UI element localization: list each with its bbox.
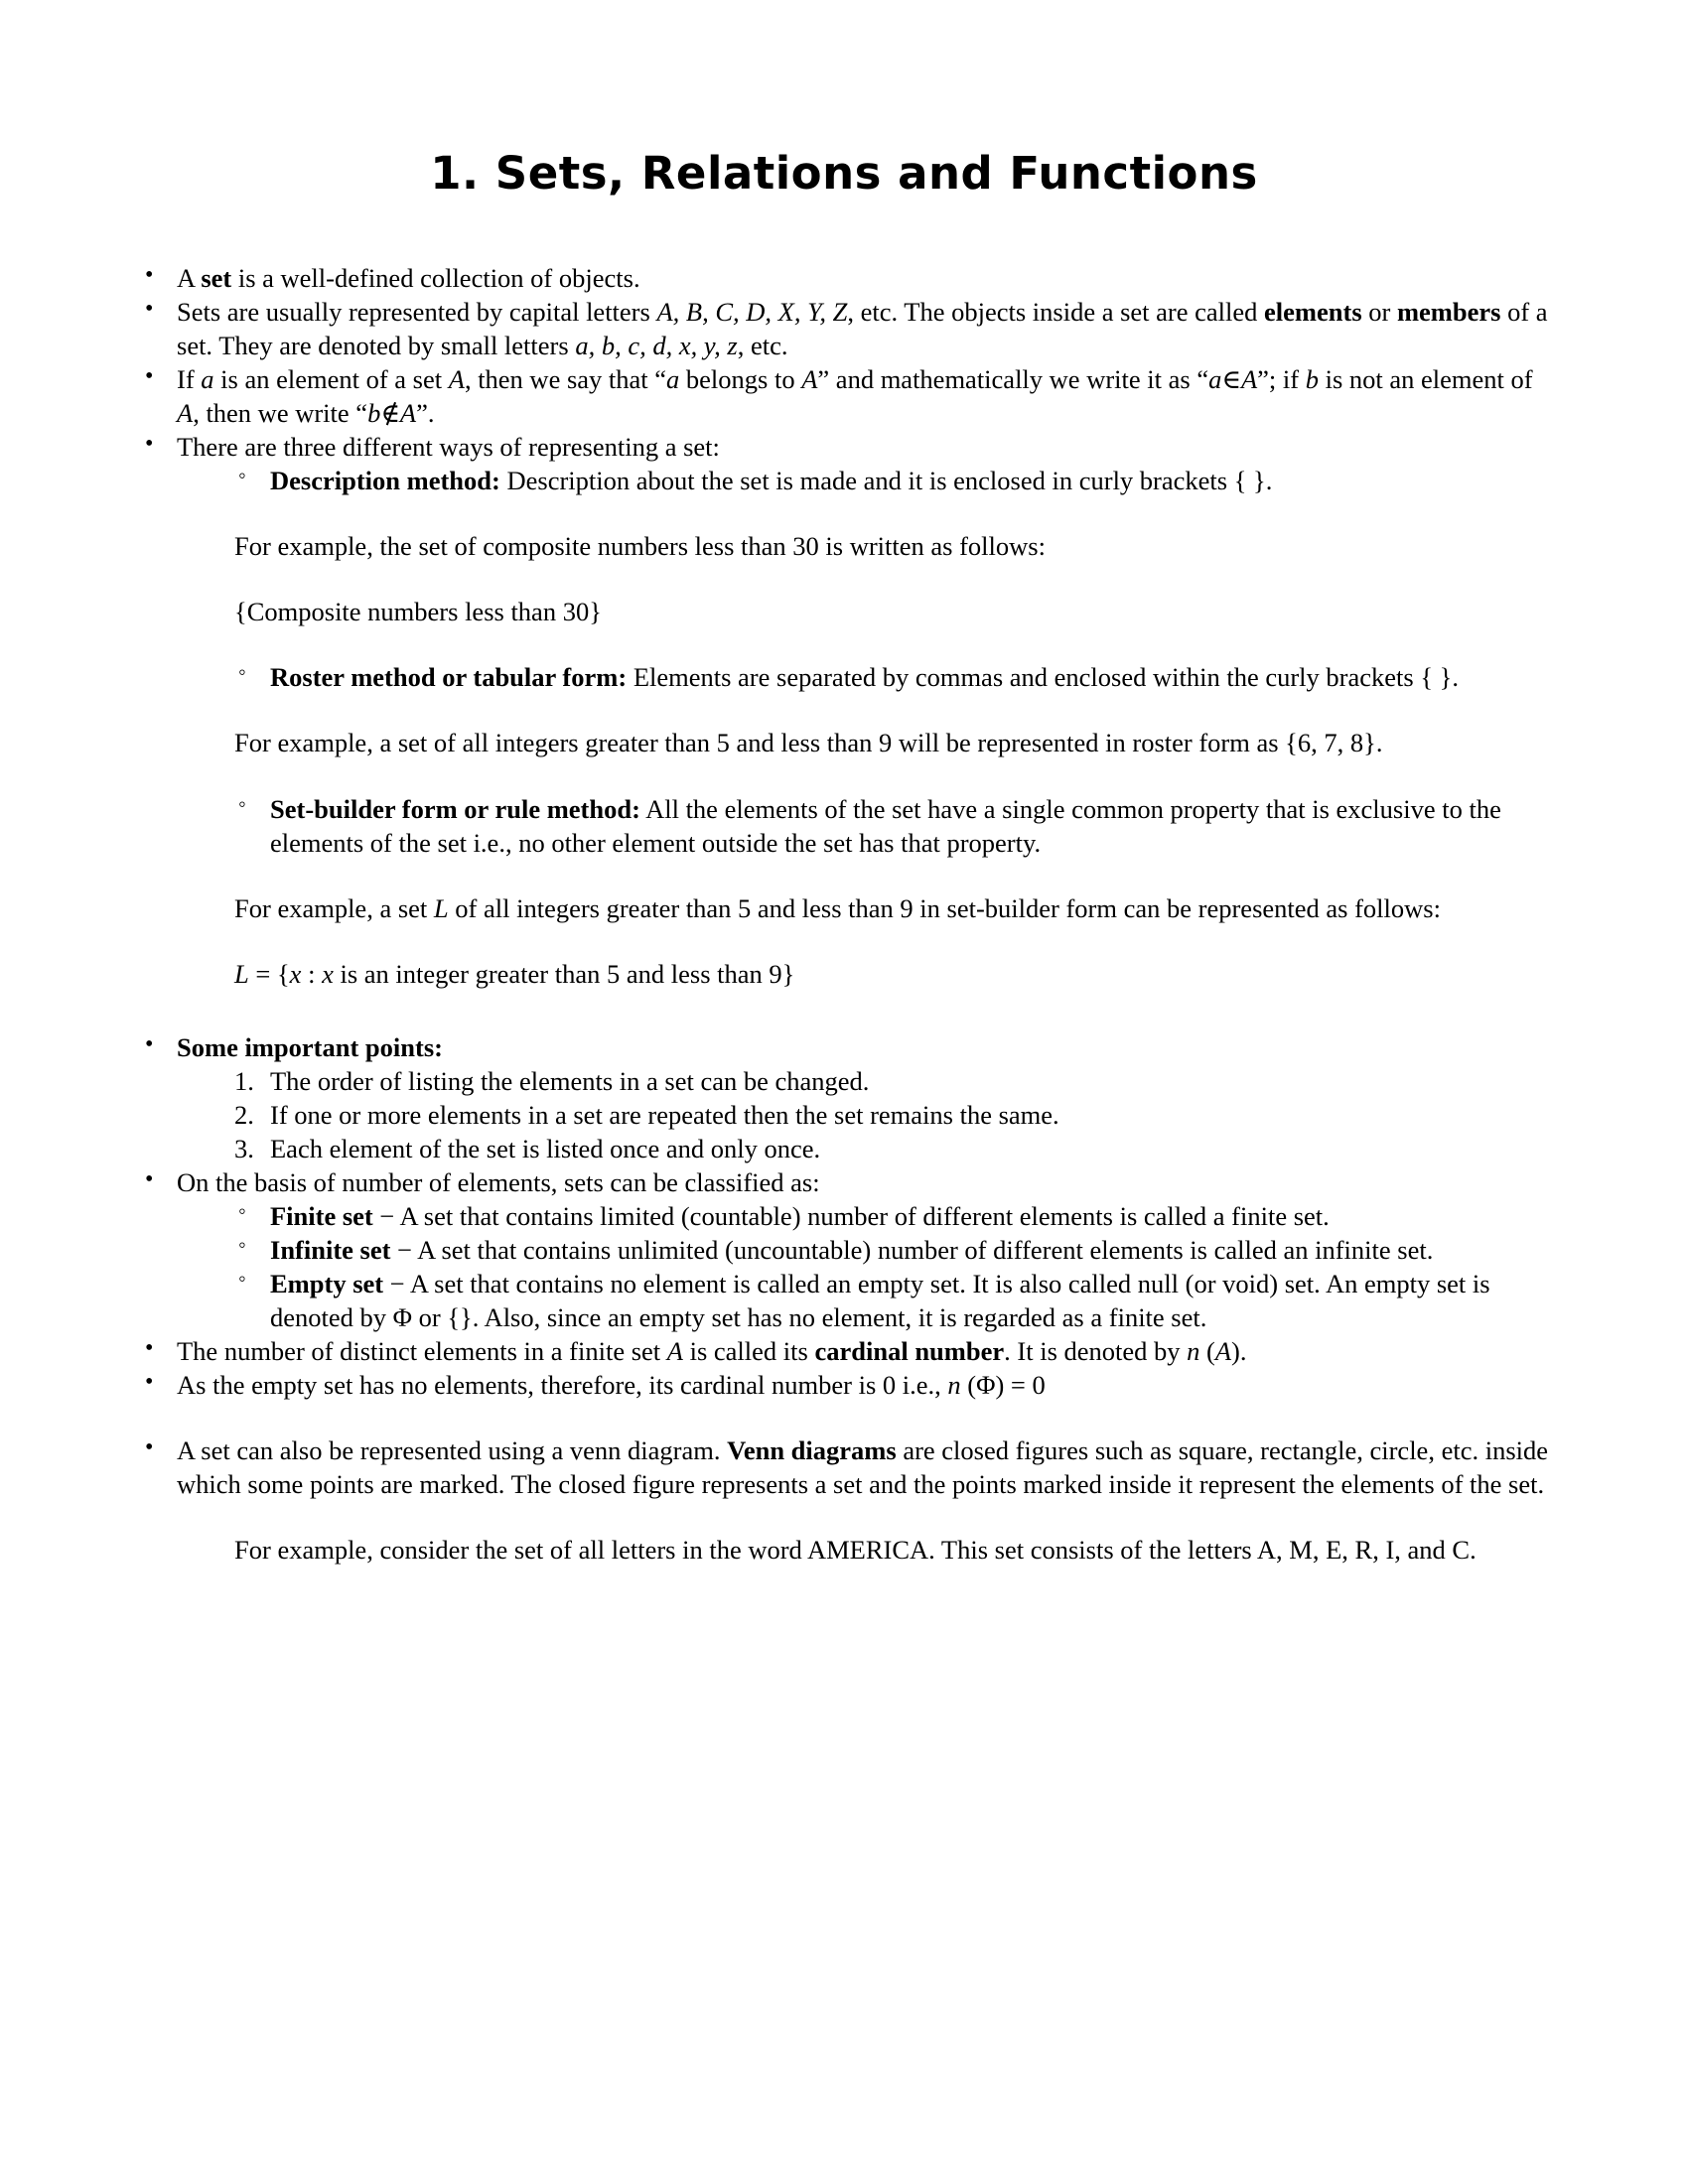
text-part4: belongs to <box>679 364 802 395</box>
math-var-A2: A <box>801 364 818 395</box>
text-part7: is not an element of <box>1318 364 1533 395</box>
text-part3: or <box>1361 297 1397 328</box>
formula-rest: is an integer greater than 5 and less than 9} <box>333 958 795 989</box>
math-notation-not-belongs: b∉A <box>367 398 417 429</box>
venn-part1: A set can also be represented using a venn diagram. <box>177 1435 728 1466</box>
text-part1: If <box>177 364 202 395</box>
list-item: Each element of the set is listed once and only once. <box>270 1133 821 1163</box>
empty-cardinal-part1: As the empty set has no elements, therefore, its cardinal number is 0 i.e., <box>177 1370 948 1401</box>
empty-cardinal-part2: (Φ) = 0 <box>960 1370 1046 1401</box>
finite-set-text: − A set that contains limited (countable) number of different elements is called a finite set. <box>372 1200 1330 1231</box>
venn-part2: are closed figures such as square, rectangle, circle, etc. inside which some points are marked. The closed figure represents a set and the points marked inside it represent the elements of the set. <box>177 1435 1549 1500</box>
math-var-n-empty: n <box>947 1370 961 1401</box>
roster-method-list <box>177 660 1554 694</box>
empty-set-text: − A set that contains no element is called an empty set. It is also called null (or void) set. An empty set is denoted by Φ or {}. Also, since an empty set has no element, it is regarded as a finite set. <box>270 1269 1490 1333</box>
roster-method-text: Elements are separated by commas and enclosed within the curly brackets { }. <box>627 662 1460 693</box>
cardinal-part4: ( <box>1199 1336 1215 1367</box>
sub-bullet-setbuilder-method <box>234 792 1554 860</box>
term-venn-diagrams: Venn diagrams <box>727 1435 897 1466</box>
sub-bullet-roster-method <box>234 660 1554 694</box>
math-var-A-arg: A <box>1214 1336 1232 1367</box>
text-part9: ”. <box>416 398 435 429</box>
description-method-text: Description about the set is made and it is enclosed in curly brackets { }. <box>499 466 1273 496</box>
set-types-list <box>177 1199 1554 1334</box>
text-pre: A <box>177 263 202 293</box>
cardinal-part2: is called its <box>682 1336 815 1367</box>
example-america: For example, consider the set of all letters in the word AMERICA. This set consists of the letters A, M, E, R, I, and C. <box>234 1535 1477 1566</box>
text-part3: , then we say that “ <box>464 364 667 395</box>
math-var-A3: A <box>177 398 194 429</box>
top-level-list <box>139 261 1554 1567</box>
example-setbuilder <box>177 891 1554 925</box>
term-infinite-set: Infinite set <box>270 1234 391 1265</box>
term-finite-set: Finite set <box>270 1200 373 1231</box>
term-set: set <box>201 263 232 293</box>
bullet-venn-diagram <box>139 1433 1554 1567</box>
math-capital-vars: A, B, C, D, X, Y, Z <box>656 297 848 328</box>
math-var-a: a <box>201 364 214 395</box>
representation-methods-list <box>177 464 1554 497</box>
math-var-L: L <box>433 892 449 923</box>
example-roster: For example, a set of all integers greater than 5 and less than 9 will be represented in roster form as {6, 7, 8}. <box>234 728 1383 758</box>
setbuilder-method-list <box>177 792 1554 860</box>
example-setbuilder-part2: of all integers greater than 5 and less than 9 in set-builder form can be represented as follows: <box>448 892 1441 923</box>
setbuilder-method-text: All the elements of the set have a single common property that is exclusive to the elements of the set i.e., no other element outside the set has that property. <box>270 793 1501 858</box>
formula-colon: : <box>301 958 323 989</box>
bullet-set-definition <box>139 261 1554 295</box>
example-description-set: {Composite numbers less than 30} <box>234 597 602 627</box>
infinite-set-text: − A set that contains unlimited (uncountable) number of different elements is called an infinite set. <box>390 1234 1434 1265</box>
cardinal-part5: ). <box>1231 1336 1247 1367</box>
text-part4: of a set. They are denoted by small letters <box>177 297 1548 361</box>
formula-var-x2: x <box>322 958 334 989</box>
math-small-vars: a, b, c, d, x, y, z <box>575 331 738 361</box>
text-part5: , etc. <box>737 331 788 361</box>
term-setbuilder-method: Set-builder form or rule method: <box>270 793 640 824</box>
bullet-three-ways <box>139 430 1554 1029</box>
text-part1: Sets are usually represented by capital letters <box>177 297 657 328</box>
text-part5: ” and mathematically we write it as “ <box>817 364 1209 395</box>
cardinal-part3: . It is denoted by <box>1004 1336 1188 1367</box>
text-part8: , then we write “ <box>193 398 368 429</box>
bullet-classification <box>139 1165 1554 1334</box>
page-title: 1. Sets, Relations and Functions <box>430 147 1258 200</box>
sub-bullet-description-method <box>234 464 1554 497</box>
math-notation-belongs: a∈A <box>1208 364 1258 395</box>
important-points-list <box>177 1064 1554 1165</box>
bullet-important-points <box>139 1030 1554 1165</box>
formula-var-L: L <box>234 958 249 989</box>
term-empty-set: Empty set <box>270 1269 384 1299</box>
list-item: The order of listing the elements in a set can be changed. <box>270 1065 870 1096</box>
bullet-classification-text: On the basis of number of elements, sets can be classified as: <box>177 1166 820 1197</box>
term-elements: elements <box>1264 297 1362 328</box>
example-setbuilder-part1: For example, a set <box>234 892 434 923</box>
term-members: members <box>1396 297 1501 328</box>
sub-bullet-empty-set <box>234 1267 1554 1334</box>
math-var-A-cardinal: A <box>666 1336 683 1367</box>
formula-equals: = { <box>248 958 290 989</box>
heading-important-points: Some important points: <box>177 1031 443 1062</box>
sub-bullet-infinite-set <box>234 1233 1554 1267</box>
text-part2: is an element of a set <box>213 364 449 395</box>
math-var-b: b <box>1305 364 1319 395</box>
term-cardinal-number: cardinal number <box>814 1336 1005 1367</box>
bullet-belongs-to <box>139 362 1554 430</box>
spacer-before-venn <box>139 1402 1554 1433</box>
formula-setbuilder <box>177 957 1554 991</box>
formula-var-x1: x <box>289 958 302 989</box>
math-var-n: n <box>1187 1336 1200 1367</box>
list-item: If one or more elements in a set are repeated then the set remains the same. <box>270 1099 1059 1130</box>
term-roster-method: Roster method or tabular form: <box>270 662 628 693</box>
term-description-method: Description method: <box>270 466 500 496</box>
cardinal-part1: The number of distinct elements in a finite set <box>177 1336 667 1367</box>
example-description-intro: For example, the set of composite numbers less than 30 is written as follows: <box>234 531 1046 562</box>
bullet-three-ways-text: There are three different ways of representing a set: <box>177 432 720 463</box>
bullet-cardinal-number <box>139 1334 1554 1368</box>
text-part6: ”; if <box>1257 364 1306 395</box>
document-body <box>0 200 1688 1567</box>
text-part2: , etc. The objects inside a set are called <box>847 297 1265 328</box>
math-var-a2: a <box>666 364 680 395</box>
bullet-empty-cardinal <box>139 1368 1554 1402</box>
text-post: is a well-defined collection of objects. <box>231 263 640 293</box>
math-var-A: A <box>448 364 465 395</box>
sub-bullet-finite-set <box>234 1199 1554 1233</box>
bullet-capital-letters <box>139 295 1554 362</box>
